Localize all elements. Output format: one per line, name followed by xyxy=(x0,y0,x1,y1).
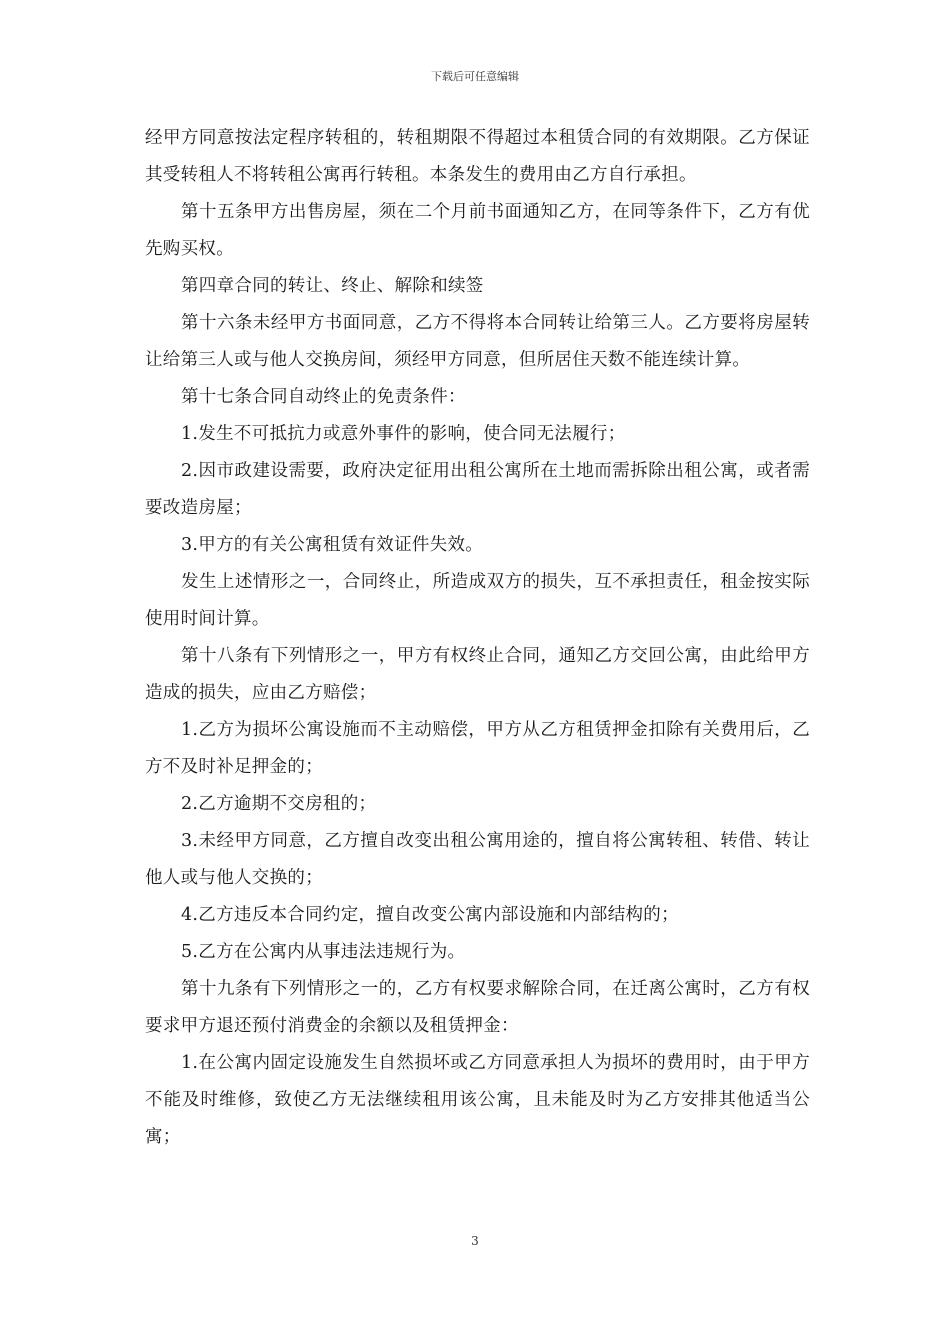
list-item: 1.在公寓内固定设施发生自然损坏或乙方同意承担人为损坏的费用时，由于甲方不能及时维修，致使乙方无法继续租用该公寓，且未能及时为乙方安排其他适当公寓； xyxy=(145,1053,810,1147)
header-note: 下载后可任意编辑 xyxy=(431,70,519,83)
list-item: 4.乙方违反本合同约定，擅自改变公寓内部设施和内部结构的； xyxy=(181,905,679,925)
paragraph: 第十五条甲方出售房屋，须在二个月前书面通知乙方，在同等条件下，乙方有优先购买权。 xyxy=(145,202,810,259)
list-item: 3.甲方的有关公寓租赁有效证件失效。 xyxy=(181,535,484,555)
paragraph: 第十九条有下列情形之一的，乙方有权要求解除合同，在迁离公寓时，乙方有权要求甲方退还预付消费金的余额以及租赁押金： xyxy=(145,979,810,1036)
paragraph: 第十七条合同自动终止的免责条件： xyxy=(181,387,466,407)
list-item: 1.发生不可抵抗力或意外事件的影响，使合同无法履行； xyxy=(181,424,626,444)
paragraph: 第十六条未经甲方书面同意，乙方不得将本合同转让给第三人。乙方要将房屋转让给第三人或与他人交换房间，须经甲方同意，但所居住天数不能连续计算。 xyxy=(145,313,810,370)
list-item: 5.乙方在公寓内从事违法违规行为。 xyxy=(181,942,466,962)
chapter-heading: 第四章合同的转让、终止、解除和续签 xyxy=(181,276,484,296)
list-item: 2.因市政建设需要，政府决定征用出租公寓所在土地而需拆除出租公寓，或者需要改造房屋； xyxy=(145,461,810,518)
paragraph: 第十八条有下列情形之一，甲方有权终止合同，通知乙方交回公寓，由此给甲方造成的损失，应由乙方赔偿； xyxy=(145,646,810,703)
paragraph: 经甲方同意按法定程序转租的，转租期限不得超过本租赁合同的有效期限。乙方保证其受转租人不将转租公寓再行转租。本条发生的费用由乙方自行承担。 xyxy=(145,128,810,185)
paragraph: 发生上述情形之一，合同终止，所造成双方的损失，互不承担责任，租金按实际使用时间计算。 xyxy=(145,572,810,629)
list-item: 2.乙方逾期不交房租的； xyxy=(181,794,377,814)
document-body xyxy=(145,120,810,1156)
list-item: 1.乙方为损坏公寓设施而不主动赔偿，甲方从乙方租赁押金扣除有关费用后，乙方不及时补足押金的； xyxy=(145,720,810,777)
page-number: 3 xyxy=(471,1234,479,1248)
list-item: 3.未经甲方同意，乙方擅自改变出租公寓用途的，擅自将公寓转租、转借、转让他人或与他人交换的； xyxy=(145,831,810,888)
